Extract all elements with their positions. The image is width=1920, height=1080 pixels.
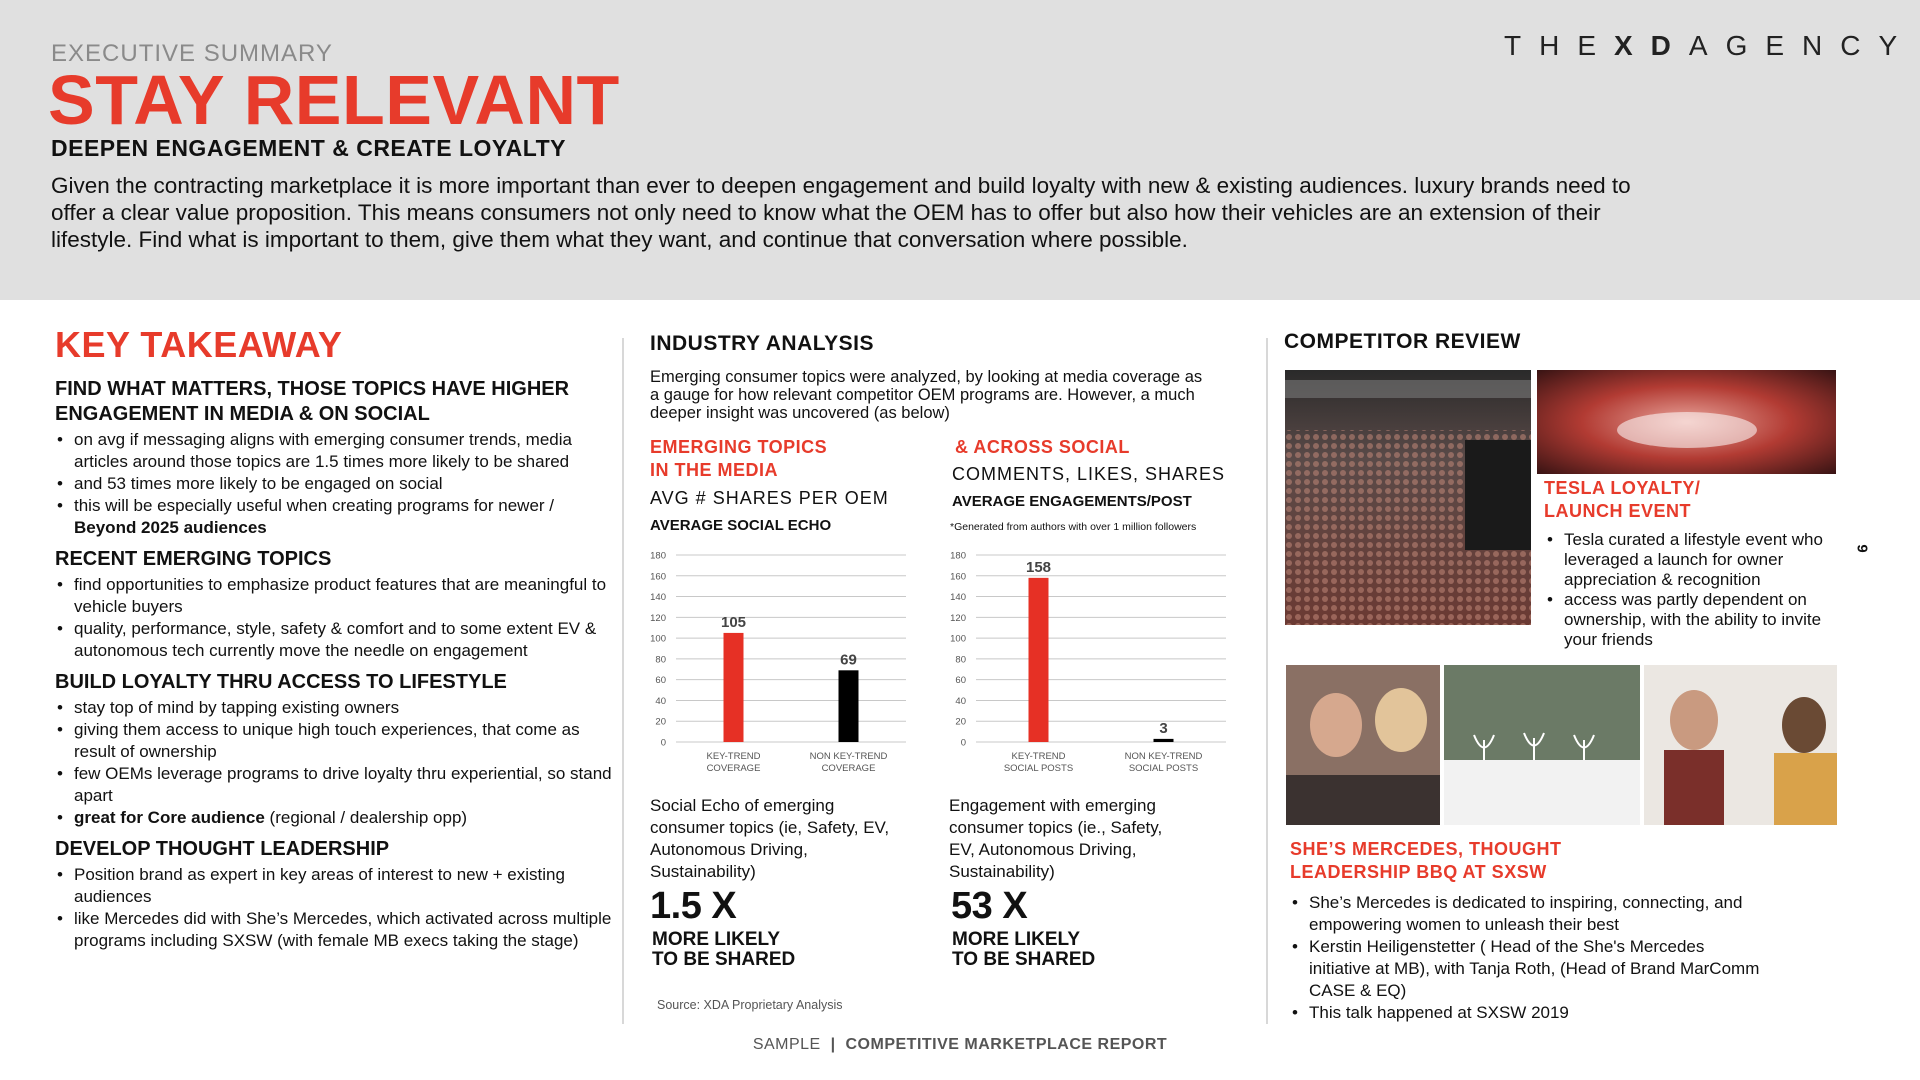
section-heading: FIND WHAT MATTERS, THOSE TOPICS HAVE HIGHER ENGAGEMENT IN MEDIA & ON SOCIAL <box>55 378 570 425</box>
eyebrow-label: EXECUTIVE SUMMARY <box>51 40 333 67</box>
social-stat: 53 X <box>951 885 1028 927</box>
shes-heading-line1: SHE’S MERCEDES, THOUGHT <box>1290 839 1562 859</box>
bullet-list <box>55 697 615 829</box>
y-tick-label: 60 <box>955 675 966 687</box>
y-tick-label: 180 <box>950 550 966 562</box>
social-echo-chart <box>640 545 920 780</box>
media-subhead: AVG # SHARES PER OEM <box>650 488 889 508</box>
bullet-list <box>55 429 615 539</box>
social-heading: & ACROSS SOCIAL <box>955 437 1130 457</box>
industry-description: Emerging consumer topics were analyzed, by looking at media coverage as a gauge for how relevant competitor OEM programs are. However, a much deeper insight was uncovered (as below) <box>650 368 1203 422</box>
engagements-chart <box>940 545 1240 780</box>
tesla-heading-line1: TESLA LOYALTY/ <box>1544 478 1701 498</box>
social-stat-label <box>952 930 1095 970</box>
x-tick-label: KEY-TREND <box>1011 751 1066 762</box>
key-takeaway-column <box>55 325 615 952</box>
column-divider-2 <box>1266 338 1268 1024</box>
tesla-crowd-photo <box>1285 370 1531 625</box>
list-item: • find opportunities to emphasize product features that are meaningful to vehicle buyers <box>55 574 615 618</box>
list-item: • and 53 times more likely to be engaged on social <box>55 473 615 495</box>
bar <box>1029 578 1049 742</box>
tesla-heading-line2: LAUNCH EVENT <box>1544 501 1692 521</box>
shes-mercedes-photo-3 <box>1644 665 1837 825</box>
list-item: • on avg if messaging aligns with emerging consumer trends, media articles around those topics are 1.5 times more likely to be shared <box>55 429 615 473</box>
section-heading: RECENT EMERGING TOPICS <box>55 548 332 570</box>
agency-logo <box>1504 30 1915 62</box>
shes-heading <box>1290 838 1562 884</box>
guests-image <box>1286 665 1440 825</box>
y-tick-label: 0 <box>960 737 966 749</box>
media-stat-label-2: TO BE SHARED <box>652 949 796 970</box>
stage-image <box>1537 370 1836 474</box>
industry-title: INDUSTRY ANALYSIS <box>650 332 874 355</box>
y-tick-label: 80 <box>655 654 666 666</box>
x-tick-label: SOCIAL POSTS <box>1128 763 1199 774</box>
list-item: • She’s Mercedes is dedicated to inspiring, connecting, and empowering women to unleash their best <box>1290 892 1770 936</box>
source-note: Source: XDA Proprietary Analysis <box>657 998 843 1012</box>
bullet-list <box>55 864 615 952</box>
list-item: • This talk happened at SXSW 2019 <box>1290 1002 1770 1024</box>
page-subtitle: DEEPEN ENGAGEMENT & CREATE LOYALTY <box>51 135 566 161</box>
media-chart-heading <box>650 436 827 482</box>
y-tick-label: 120 <box>650 612 666 624</box>
social-chart-title: AVERAGE ENGAGEMENTS/POST <box>952 493 1192 510</box>
social-stat-label-2: TO BE SHARED <box>952 949 1096 970</box>
intro-paragraph: Given the contracting marketplace it is more important than ever to deepen engagement and build loyalty with new & existing audiences. luxury brands need to offer a clear value proposition. This means consumers not only need to know what the OEM has to offer but also how their vehicles are an extension of their lifestyle. Find what is important to them, give them what they want, and continue that conversation where possible. <box>51 173 1631 252</box>
media-heading-line1: EMERGING TOPICS <box>650 437 828 457</box>
y-tick-label: 100 <box>950 633 966 645</box>
key-takeaway-title: KEY TAKEAWAY <box>55 324 343 365</box>
y-tick-label: 140 <box>650 592 666 604</box>
y-tick-label: 20 <box>655 716 666 728</box>
media-stat-label-1: MORE LIKELY <box>652 929 781 950</box>
bar-value-label: 69 <box>840 651 857 669</box>
media-stat: 1.5 X <box>650 885 737 927</box>
social-chart-note: *Generated from authors with over 1 million followers <box>950 521 1197 533</box>
shes-bullets <box>1290 892 1770 1024</box>
list-item: • access was partly dependent on ownership, with the ability to invite your friends <box>1545 590 1845 650</box>
list-item <box>55 807 615 829</box>
y-tick-label: 140 <box>950 592 966 604</box>
bar <box>724 633 744 742</box>
x-tick-label: NON KEY-TREND <box>809 751 888 762</box>
competitor-title: COMPETITOR REVIEW <box>1284 330 1521 353</box>
speakers-image <box>1644 665 1837 825</box>
list-item: • few OEMs leverage programs to drive loyalty thru experiential, so stand apart <box>55 763 615 807</box>
bar-value-label: 105 <box>720 613 747 631</box>
list-item: • like Mercedes did with She’s Mercedes, which activated across multiple programs including SXSW (with female MB execs taking the stage) <box>55 908 615 952</box>
x-tick-label: COVERAGE <box>821 763 876 774</box>
list-item: • Kerstin Heiligenstetter ( Head of the She's Mercedes initiative at MB), with Tanja Roth, (Head of Brand MarComm CASE & EQ) <box>1290 936 1770 1002</box>
bar-value-label: 158 <box>1025 558 1052 576</box>
footer-sep: | <box>830 1036 836 1053</box>
page-title: STAY RELEVANT <box>48 61 620 139</box>
section-heading: DEVELOP THOUGHT LEADERSHIP <box>55 838 390 860</box>
y-tick-label: 160 <box>950 571 966 583</box>
list-item-text: this will be especially useful when creating programs for newer / <box>74 496 555 515</box>
y-tick-label: 80 <box>955 654 966 666</box>
x-tick-label: NON KEY-TREND <box>1124 751 1203 762</box>
column-divider-1 <box>622 338 624 1024</box>
footer-right: COMPETITIVE MARKETPLACE REPORT <box>845 1036 1168 1053</box>
logo-post: AGENCY <box>1688 30 1916 61</box>
x-tick-label: KEY-TREND <box>706 751 761 762</box>
tesla-stage-photo <box>1537 370 1836 474</box>
list-item <box>55 495 615 539</box>
tesla-heading <box>1544 477 1700 523</box>
y-tick-label: 160 <box>650 571 666 583</box>
y-tick-label: 120 <box>950 612 966 624</box>
y-tick-label: 100 <box>650 633 666 645</box>
list-item: • Tesla curated a lifestyle event who leveraged a launch for owner appreciation & recognition <box>1545 530 1845 590</box>
media-heading-line2: IN THE MEDIA <box>650 460 779 480</box>
y-tick-label: 60 <box>655 675 666 687</box>
media-description: Social Echo of emerging consumer topics (ie, Safety, EV, Autonomous Driving, Sustainability) <box>650 796 890 881</box>
crowd-image <box>1285 370 1531 625</box>
y-tick-label: 0 <box>660 737 666 749</box>
bar <box>839 670 859 742</box>
tesla-bullets <box>1545 530 1845 650</box>
y-tick-label: 40 <box>955 695 966 707</box>
shes-mercedes-photo-1 <box>1286 665 1440 825</box>
media-chart-title: AVERAGE SOCIAL ECHO <box>650 517 832 534</box>
bar <box>1154 739 1174 742</box>
logo-pre: THE <box>1504 30 1614 61</box>
page-number: 9 <box>1853 544 1871 553</box>
bullet-list <box>55 574 615 662</box>
bar-value-label: 3 <box>1159 719 1168 737</box>
media-stat-label <box>652 930 795 970</box>
x-tick-label: SOCIAL POSTS <box>1003 763 1074 774</box>
list-item-bold: great for Core audience <box>74 808 265 827</box>
social-description: Engagement with emerging consumer topics (ie., Safety, EV, Autonomous Driving, Sustainability) <box>949 796 1163 881</box>
shes-heading-line2: LEADERSHIP BBQ AT SXSW <box>1290 862 1547 882</box>
social-subhead: COMMENTS, LIKES, SHARES <box>952 464 1226 484</box>
logo-bold: XD <box>1614 30 1689 61</box>
y-tick-label: 20 <box>955 716 966 728</box>
y-tick-label: 40 <box>655 695 666 707</box>
list-item: • quality, performance, style, safety & comfort and to some extent EV & autonomous tech currently move the needle on engagement <box>55 618 615 662</box>
x-tick-label: COVERAGE <box>706 763 761 774</box>
footer-left: SAMPLE <box>752 1036 821 1053</box>
list-item: • Position brand as expert in key areas of interest to new + existing audiences <box>55 864 615 908</box>
list-item: • giving them access to unique high touch experiences, that come as result of ownership <box>55 719 615 763</box>
footer <box>0 1036 1920 1054</box>
list-item-bold: Beyond 2025 audiences <box>74 518 267 537</box>
industry-analysis-column <box>650 332 1250 422</box>
section-heading: BUILD LOYALTY THRU ACCESS TO LIFESTYLE <box>55 671 507 693</box>
list-item: • stay top of mind by tapping existing owners <box>55 697 615 719</box>
y-tick-label: 180 <box>650 550 666 562</box>
glasses-image <box>1444 665 1640 825</box>
social-stat-label-1: MORE LIKELY <box>952 929 1081 950</box>
list-item-text: (regional / dealership opp) <box>264 808 468 827</box>
shes-mercedes-photo-2 <box>1444 665 1640 825</box>
